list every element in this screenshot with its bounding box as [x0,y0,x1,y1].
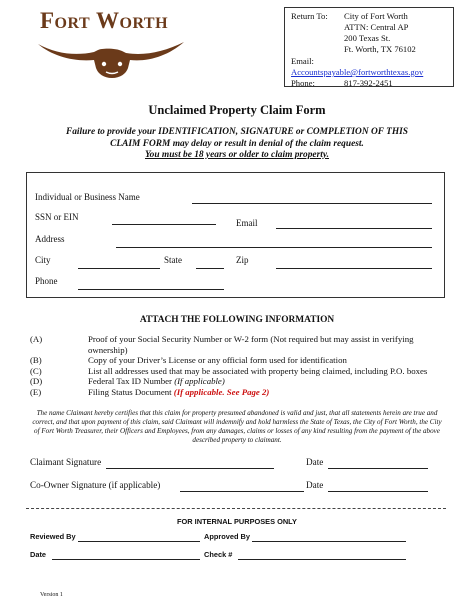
name-label: Individual or Business Name [35,192,140,202]
list-item [30,387,450,398]
list-item-text: Filing Status Document [88,386,172,397]
warning-text [40,127,434,162]
phone-field[interactable] [78,289,224,290]
list-marker: (B) [30,355,42,366]
attach-heading: ATTACH THE FOLLOWING INFORMATION [139,315,335,325]
email-label: Email: [291,56,314,66]
approved-by-label: Approved By [204,532,250,541]
ssn-field[interactable] [112,224,216,225]
ssn-label: SSN or EIN [35,212,79,222]
claimant-signature-label: Claimant Signature [30,457,102,467]
coowner-date-label: Date [306,480,324,490]
internal-date-field[interactable] [52,559,200,560]
list-item-text: Federal Tax ID Number [88,376,172,387]
check-number-label: Check # [204,550,233,559]
cut-line-divider [26,508,446,509]
list-item-text: Copy of your Driver’s License or any official form used for identification [88,355,347,366]
certification-text: The name Claimant hereby certifies that this claim for property presumed abandoned is valid and just, that all statements herein are true and correct, and that upon payment of this claim, said Claimant will indemnify and hold harmless the State of Texas, the City of Fort Worth, the City of Fort Worth Treasurer, their Officers and Employees, from any damages, claims or losses of any kind resulting from the payment of the above described property to claimant. [32,409,442,444]
city-label: City [35,255,51,265]
city-field[interactable] [78,268,160,269]
warning-line-2: CLAIM FORM may delay or result in denial of the claim request. [110,138,364,149]
phone-number: 817-392-2451 [344,78,393,88]
longhorn-logo-icon [36,38,186,80]
name-field[interactable] [192,203,432,204]
list-item [30,366,450,377]
address-line-4: Ft. Worth, TX 76102 [344,44,416,54]
claimant-signature-field[interactable] [106,468,274,469]
warning-line-1: Failure to provide your IDENTIFICATION, SIGNATURE or COMPLETION OF THIS [65,127,409,137]
logo-wordmark: Fort Worth [40,8,169,33]
return-address-box [284,7,454,87]
list-item-text: List all addresses used that may be associated with property being claimed, including P.O. boxes [88,365,428,376]
internal-heading: FOR INTERNAL PURPOSES ONLY [177,517,297,526]
list-marker: (D) [30,376,43,387]
list-item [30,355,450,366]
version-text: Version 1 [40,592,63,598]
email-link[interactable]: Accountspayable@fortworthtexas.gov [291,67,424,77]
coowner-date-field[interactable] [328,491,428,492]
state-label: State [164,255,182,265]
zip-field[interactable] [276,268,432,269]
coowner-signature-field[interactable] [180,491,304,492]
email-field-label: Email [236,218,258,228]
internal-date-label: Date [30,550,47,559]
state-field[interactable] [196,268,224,269]
list-item-text: Proof of your Social Security Number or W-2 form (Not required but may assist in verifying ownership) [88,334,414,355]
list-marker: (C) [30,365,42,376]
list-item [30,334,450,355]
list-item-note: (If applicable) [174,376,225,387]
return-to-label: Return To: [291,11,328,21]
list-item-note-red: (If applicable. See Page 2) [173,386,270,397]
phone-label: Phone [35,276,58,286]
reviewed-by-label: Reviewed By [30,532,76,541]
claimant-date-field[interactable] [328,468,428,469]
attach-list [30,334,450,398]
claimant-info-box [26,172,445,298]
phone-label: Phone: [291,78,315,88]
coowner-signature-label: Co-Owner Signature (if applicable) [30,480,161,490]
email-field[interactable] [276,228,432,229]
approved-by-field[interactable] [252,541,406,542]
claimant-date-label: Date [306,457,324,467]
check-number-field[interactable] [238,559,406,560]
reviewed-by-field[interactable] [78,541,200,542]
address-line-2: ATTN: Central AP [344,22,409,32]
list-marker: (A) [30,334,43,344]
address-field[interactable] [116,247,432,248]
warning-line-3: You must be 18 years or older to claim property. [144,150,330,160]
list-item [30,376,450,387]
address-line-3: 200 Texas St. [344,33,391,43]
page-title: Unclaimed Property Claim Form [148,103,326,117]
address-label: Address [35,234,65,244]
address-line-1: City of Fort Worth [344,11,408,21]
zip-label: Zip [236,255,249,265]
list-marker: (E) [30,386,42,397]
